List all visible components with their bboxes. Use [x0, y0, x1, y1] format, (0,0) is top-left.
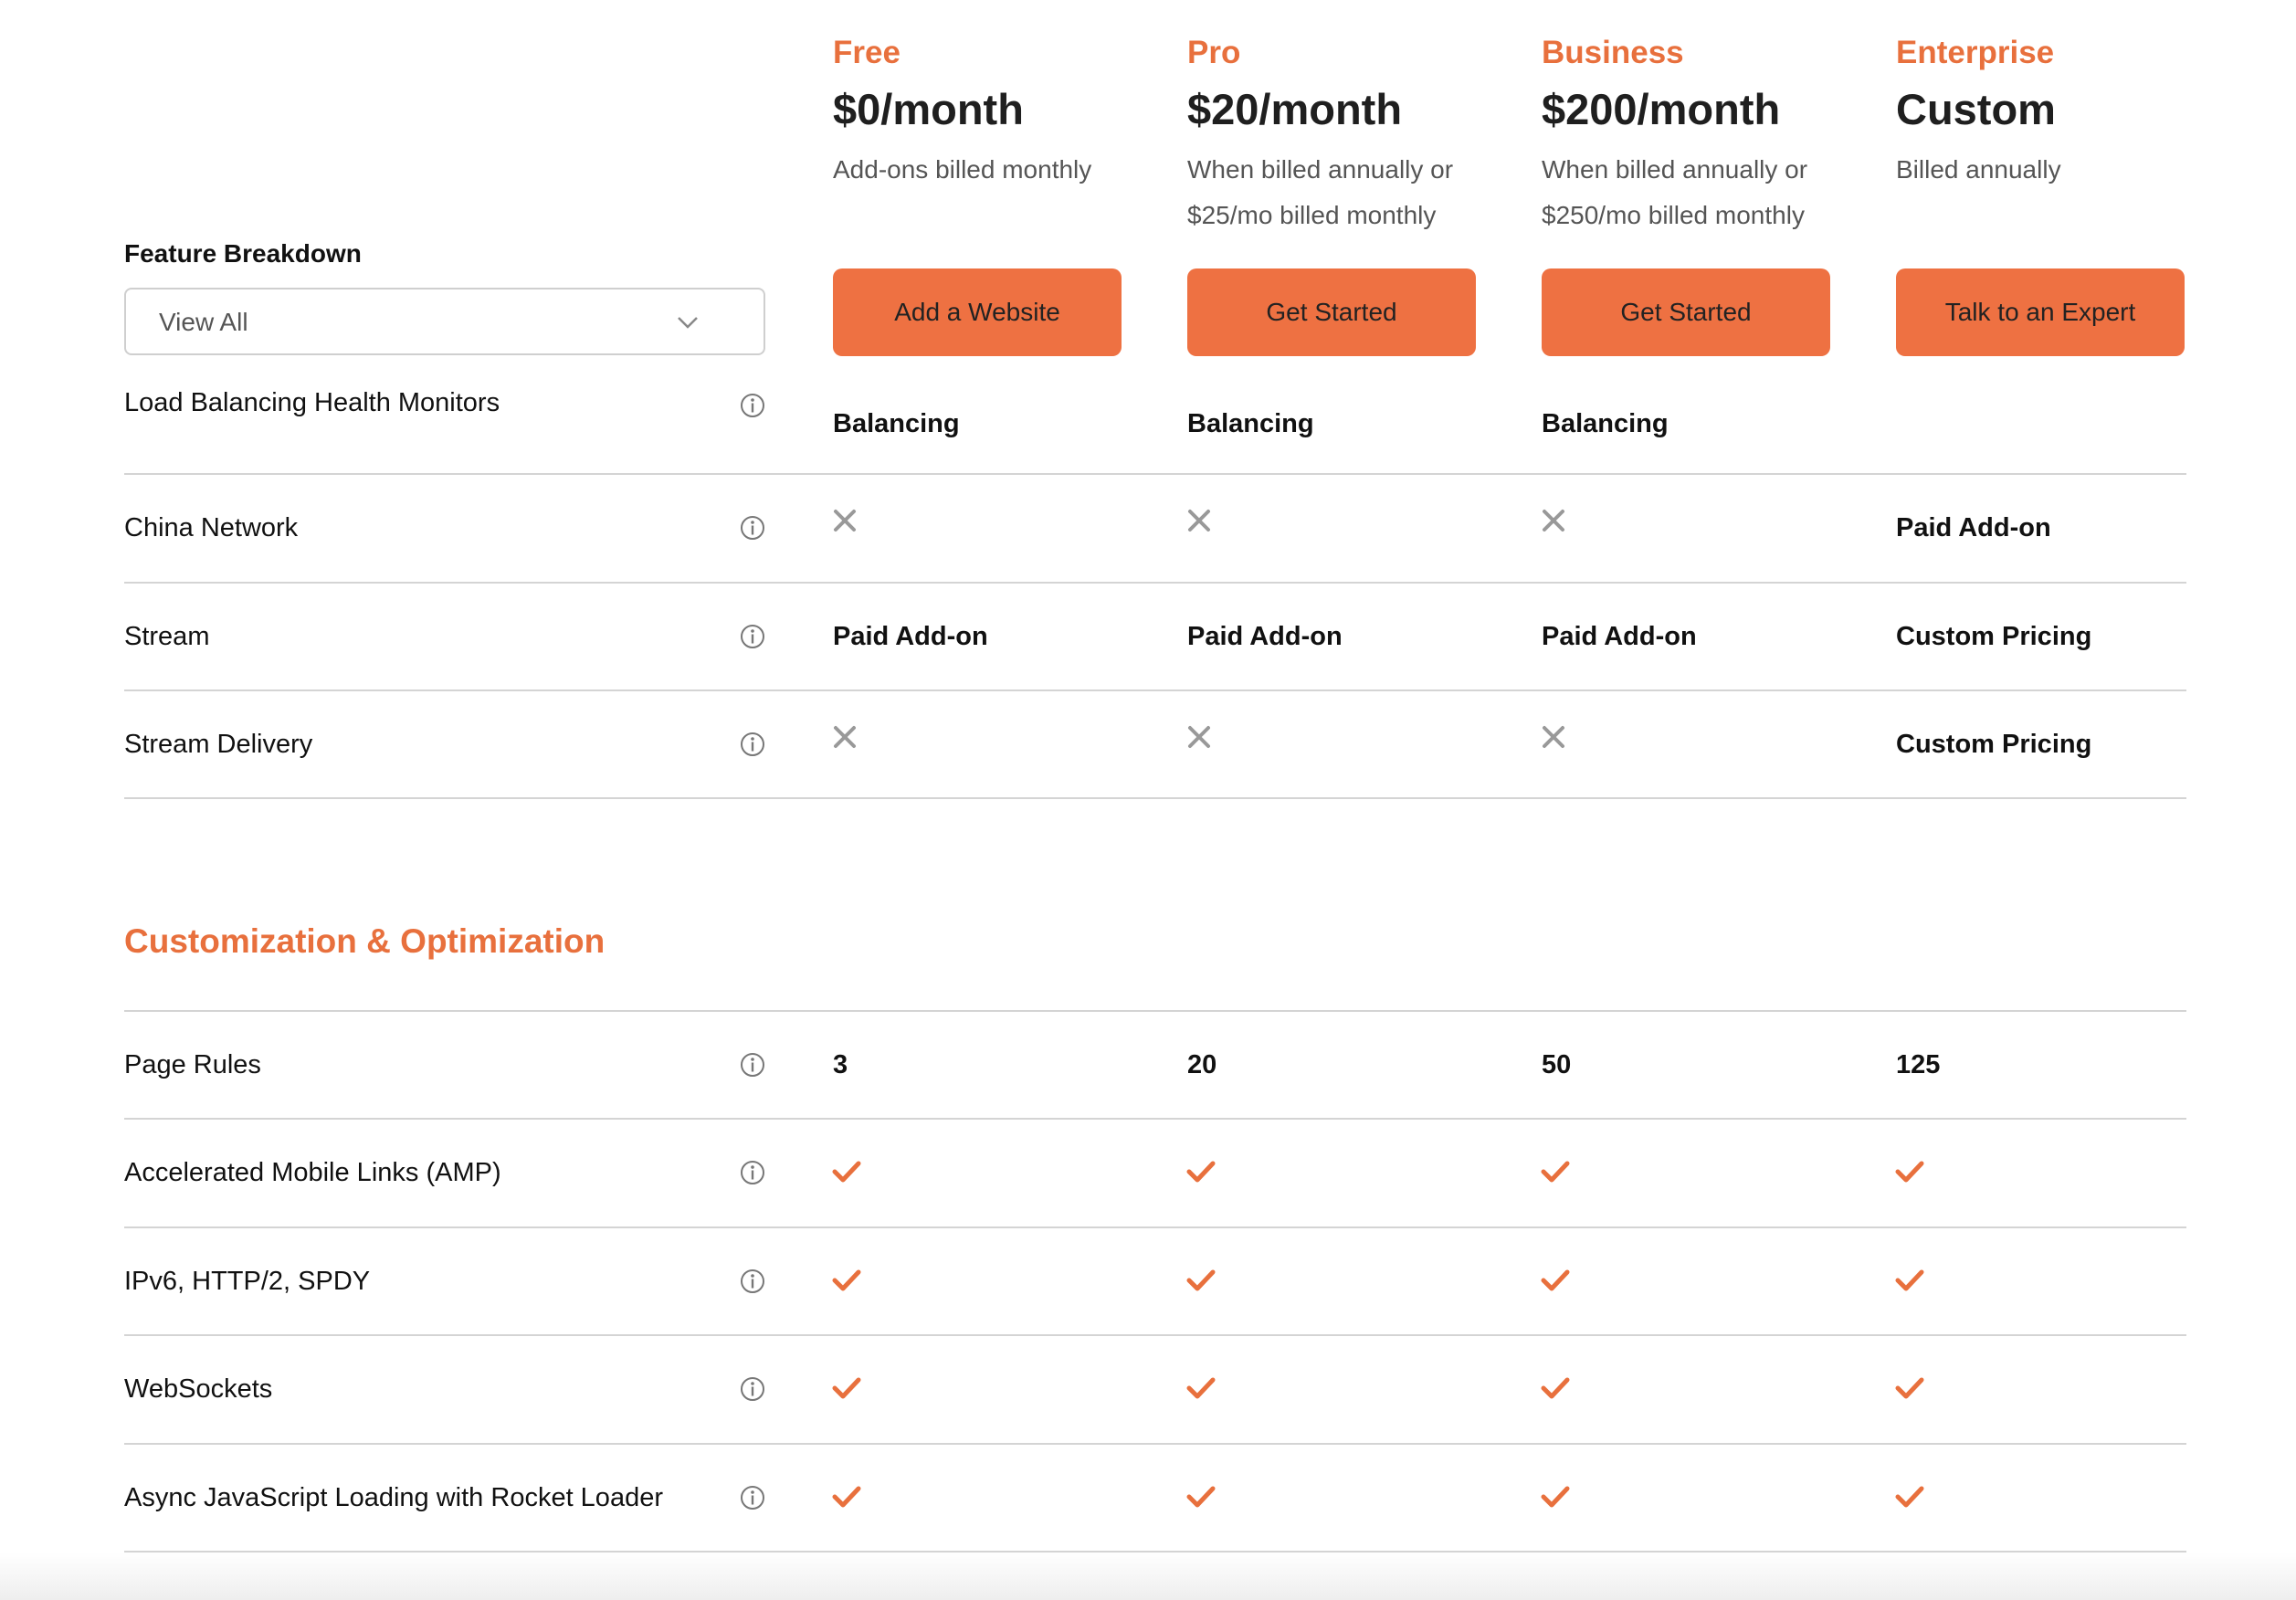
cell-value: 125 [1896, 1050, 1941, 1079]
check-icon [1541, 1268, 1570, 1292]
check-icon [1541, 1160, 1570, 1184]
cell-value: 3 [833, 1050, 848, 1079]
check-icon [832, 1485, 861, 1509]
plan-price: $200/month [1542, 85, 1781, 133]
check-icon [1895, 1485, 1924, 1509]
feature-label: Accelerated Mobile Links (AMP) [124, 1158, 501, 1187]
section-heading: Customization & Optimization [124, 922, 606, 960]
row-divider [124, 1118, 2186, 1120]
check-icon [1186, 1485, 1216, 1509]
x-icon [1187, 509, 1211, 532]
check-icon [832, 1268, 861, 1292]
x-icon [1542, 725, 1565, 749]
row-divider [124, 1443, 2186, 1445]
check-icon [1186, 1160, 1216, 1184]
x-icon [833, 509, 857, 532]
cell-value: Balancing [833, 409, 960, 438]
feature-label: China Network [124, 513, 299, 542]
x-icon [833, 725, 857, 749]
plan-name: Pro [1187, 35, 1241, 70]
feature-label: Stream Delivery [124, 730, 313, 759]
feature-label: Page Rules [124, 1050, 261, 1079]
feature-filter-value: View All [159, 308, 248, 336]
cell-value: Paid Add-on [1187, 622, 1343, 651]
info-icon[interactable] [740, 1268, 765, 1299]
cell-value: Custom Pricing [1896, 622, 2092, 651]
feature-table-top [0, 365, 2296, 804]
row-divider [124, 473, 2186, 475]
check-icon [1895, 1376, 1924, 1400]
plan-note-line1: Billed annually [1896, 155, 2061, 184]
info-icon[interactable] [740, 1485, 765, 1515]
info-icon[interactable] [740, 732, 765, 762]
feature-filter-select[interactable] [124, 288, 765, 355]
plan-note-line2: $25/mo billed monthly [1187, 201, 1437, 229]
info-icon[interactable] [740, 1052, 765, 1082]
plan-note-line1: When billed annually or [1542, 155, 1808, 184]
check-icon [832, 1376, 861, 1400]
x-icon [1542, 509, 1565, 532]
feature-table-section [0, 1010, 2296, 1558]
info-icon[interactable] [740, 624, 765, 654]
scroll-fade [0, 1553, 2296, 1600]
check-icon [1895, 1268, 1924, 1292]
plan-name: Business [1542, 35, 1684, 70]
cell-value: Custom Pricing [1896, 730, 2092, 759]
row-divider [124, 689, 2186, 691]
cell-value: 50 [1542, 1050, 1572, 1079]
talk-to-expert-button[interactable]: Talk to an Expert [1896, 268, 2185, 356]
info-icon[interactable] [740, 393, 765, 423]
row-divider [124, 582, 2186, 584]
check-icon [1186, 1376, 1216, 1400]
cell-value: Paid Add-on [1542, 622, 1697, 651]
cell-value: Balancing [1542, 409, 1669, 438]
plan-note-line1: When billed annually or [1187, 155, 1454, 184]
x-icon [1187, 725, 1211, 749]
plan-name: Free [833, 35, 900, 70]
add-website-button[interactable]: Add a Website [833, 268, 1122, 356]
get-started-pro-button[interactable]: Get Started [1187, 268, 1476, 356]
get-started-business-button[interactable]: Get Started [1542, 268, 1830, 356]
chevron-down-icon [674, 309, 701, 336]
feature-label: Load Balancing Health Monitors [124, 388, 500, 417]
feature-label: WebSockets [124, 1374, 273, 1404]
info-icon[interactable] [740, 1160, 765, 1190]
cell-value: Paid Add-on [833, 622, 988, 651]
row-divider [124, 797, 2186, 799]
check-icon [1895, 1160, 1924, 1184]
pricing-header [0, 0, 2296, 365]
cell-value: Paid Add-on [1896, 513, 2051, 542]
feature-label: Stream [124, 622, 210, 651]
feature-label: IPv6, HTTP/2, SPDY [124, 1267, 371, 1296]
row-divider [124, 1010, 2186, 1012]
info-icon[interactable] [740, 1376, 765, 1406]
plan-name: Enterprise [1896, 35, 2055, 70]
plan-price: Custom [1896, 85, 2056, 133]
check-icon [832, 1160, 861, 1184]
row-divider [124, 1334, 2186, 1336]
info-icon[interactable] [740, 515, 765, 545]
plan-price: $20/month [1187, 85, 1403, 133]
check-icon [1186, 1268, 1216, 1292]
feature-breakdown-label: Feature Breakdown [124, 239, 362, 268]
cell-value: 20 [1187, 1050, 1217, 1079]
cell-value: Balancing [1187, 409, 1314, 438]
plan-note-line1: Add-ons billed monthly [833, 155, 1092, 184]
plan-price: $0/month [833, 85, 1024, 133]
plan-note-line2: $250/mo billed monthly [1542, 201, 1805, 229]
check-icon [1541, 1485, 1570, 1509]
feature-label: Async JavaScript Loading with Rocket Loader [124, 1483, 663, 1512]
row-divider [124, 1226, 2186, 1228]
check-icon [1541, 1376, 1570, 1400]
